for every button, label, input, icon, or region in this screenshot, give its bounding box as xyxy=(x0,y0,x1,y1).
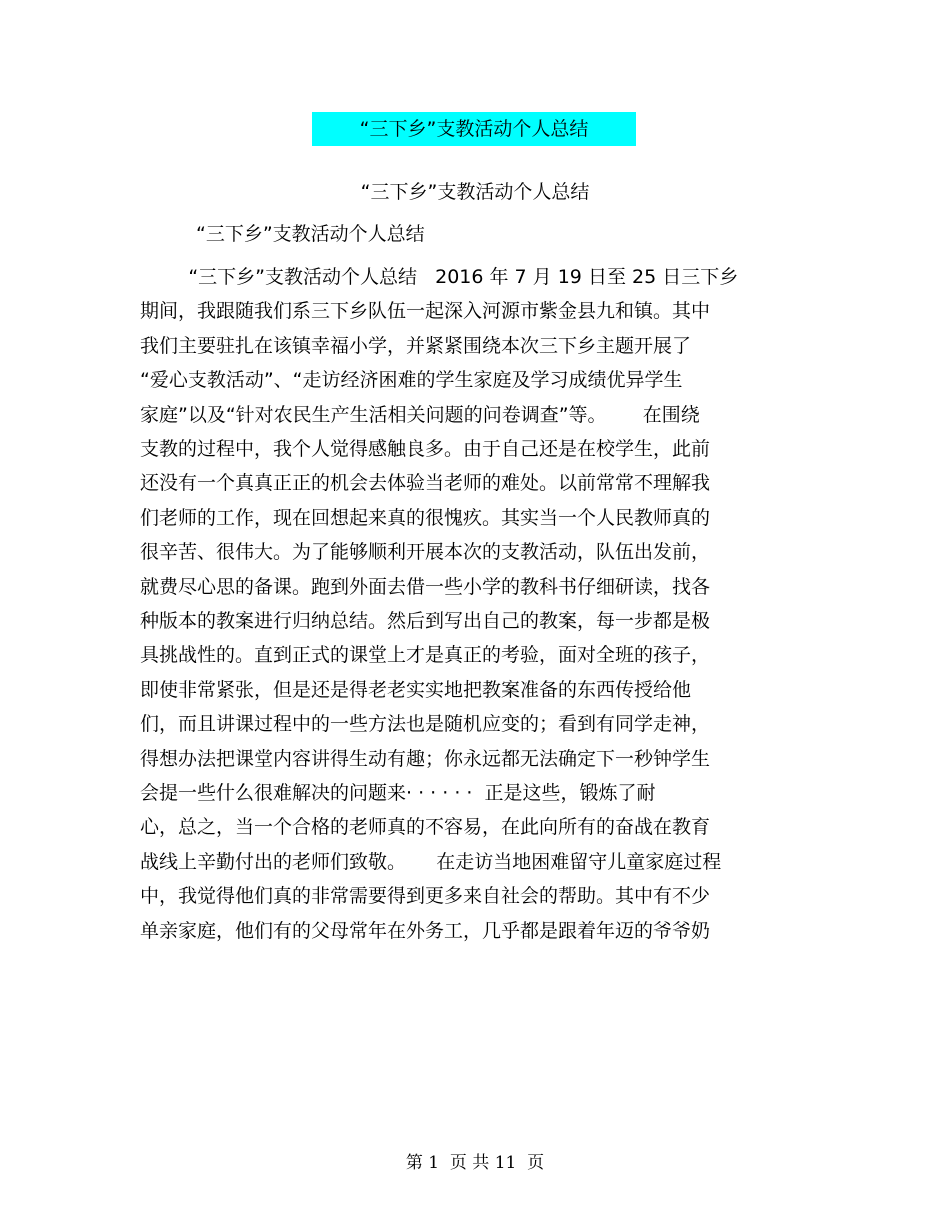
body-line: 具挑战性的。直到正式的课堂上才是真正的考验，面对全班的孩子， xyxy=(140,644,711,667)
body-line: 得想办法把课堂内容讲得生动有趣；你永远都无法确定下一秒钟学生 xyxy=(140,747,711,770)
body-line: “爱心支教活动”、“走访经济困难的学生家庭及学习成绩优异学生 xyxy=(140,369,683,392)
body-line: 心，总之，当一个合格的老师真的不容易，在此向所有的奋战在教育 xyxy=(140,816,711,839)
body-line: 很辛苦、很伟大。为了能够顺利开展本次的支教活动，队伍出发前， xyxy=(140,541,711,564)
page-footer: 第 1 页 共 11 页 xyxy=(405,1153,545,1173)
body-line: 期间，我跟随我们系三下乡队伍一起深入河源市紫金县九和镇。其中 xyxy=(140,300,711,323)
body-line: 们，而且讲课过程中的一些方法也是随机应变的；看到有同学走神， xyxy=(140,713,711,736)
document-heading: “三下乡”支教活动个人总结 xyxy=(196,223,425,245)
body-line: 会提一些什么很难解决的问题来· · · · · · 正是这些，锻炼了耐 xyxy=(140,782,656,804)
body-line: 中，我觉得他们真的非常需要得到更多来自社会的帮助。其中有不少 xyxy=(140,885,711,908)
body-line: 种版本的教案进行归纳总结。然后到写出自己的教案，每一步都是极 xyxy=(140,610,711,632)
document-title: “三下乡”支教活动个人总结 xyxy=(359,118,589,140)
body-line: 支教的过程中，我个人觉得感触良多。由于自己还是在校学生，此前 xyxy=(140,438,711,460)
body-line: 即使非常紧张，但是还是得老老实实地把教案准备的东西传授给他 xyxy=(140,678,692,701)
body-line: 我们主要驻扎在该镇幸福小学，并紧紧围绕本次三下乡主题开展了 xyxy=(140,334,692,357)
body-line: 战线上辛勤付出的老师们致敬。 在走访当地困难留守儿童家庭过程 xyxy=(140,850,722,873)
body-line: 单亲家庭，他们有的父母常年在外务工，几乎都是跟着年迈的爷爷奶 xyxy=(140,919,711,942)
body-line: 们老师的工作，现在回想起来真的很愧疚。其实当一个人民教师真的 xyxy=(140,506,711,529)
body-line: 还没有一个真真正正的机会去体验当老师的难处。以前常常不理解我 xyxy=(140,472,711,495)
body-line: 家庭”以及“针对农民生产生活相关问题的问卷调查”等。 在围绕 xyxy=(140,403,700,426)
document-subtitle: “三下乡”支教活动个人总结 xyxy=(360,181,590,203)
body-line: “三下乡”支教活动个人总结 2016 年 7 月 19 日至 25 日三下乡 xyxy=(140,266,739,288)
body-line: 就费尽心思的备课。跑到外面去借一些小学的教科书仔细研读，找各 xyxy=(140,575,711,598)
